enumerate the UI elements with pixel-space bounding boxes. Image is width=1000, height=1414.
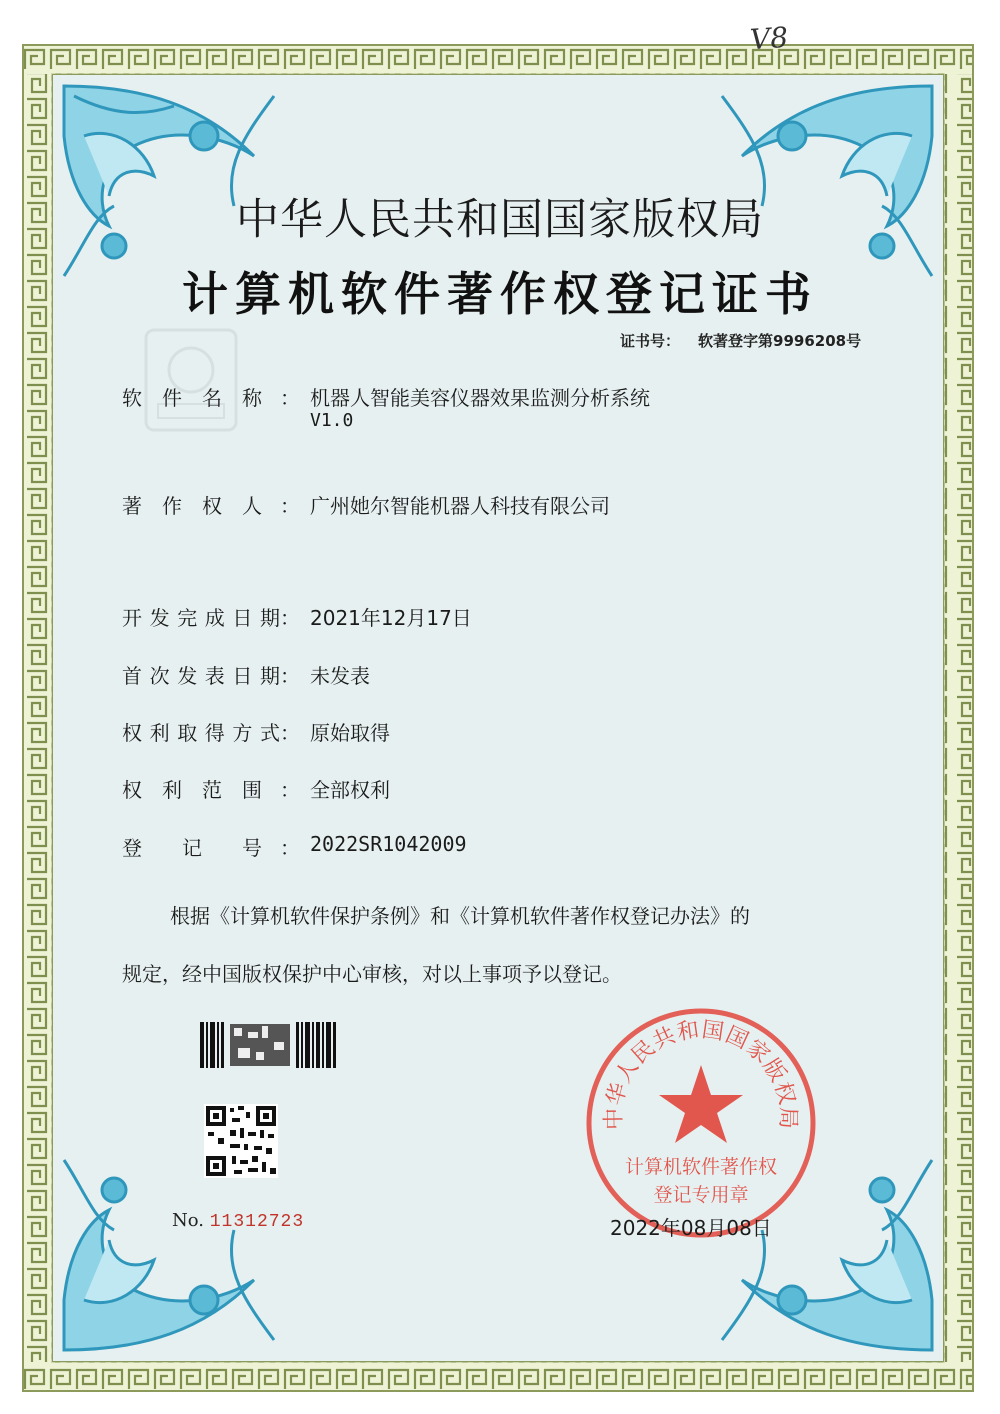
field-label: 权 利 范 围 (122, 778, 262, 802)
field-label: 首 次 发 表 日 期 (122, 664, 280, 688)
certificate-number (620, 330, 879, 351)
serial-number (172, 1210, 304, 1232)
serial-prefix: No. (172, 1210, 204, 1231)
software-name-value: 机器人智能美容仪器效果监测分析系统 (310, 386, 650, 410)
svg-text:登记专用章: 登记专用章 (653, 1184, 749, 1206)
field-label: 软 件 名 称 (122, 386, 262, 410)
official-red-seal (583, 1005, 819, 1241)
field-label: 开 发 完 成 日 期 (122, 606, 280, 630)
handwritten-version-mark: V8 (748, 20, 790, 57)
rights-acquisition-value: 原始取得 (310, 721, 390, 745)
embossed-emblem (136, 320, 246, 440)
svg-text:中华人民共和国国家版权局: 中华人民共和国国家版权局 (601, 1017, 801, 1131)
serial-number-value: 11312723 (209, 1212, 305, 1232)
issue-date: 2022年08月08日 (610, 1216, 772, 1240)
field-label: 著 作 权 人 (122, 494, 262, 518)
statement-line-1: 根据《计算机软件保护条例》和《计算机软件著作权登记办法》的 (170, 904, 750, 928)
first-publish-date-value: 未发表 (310, 664, 370, 688)
dev-complete-date-value: 2021年12月17日 (310, 606, 472, 630)
barcode (200, 1022, 340, 1068)
cert-no-value: 软著登字第9996208号 (698, 332, 862, 350)
qr-code (204, 1104, 278, 1178)
issuer-title: 中华人民共和国国家版权局 (236, 195, 764, 245)
cert-no-label: 证书号： (620, 332, 681, 350)
field-label: 登 记 号 (122, 836, 262, 860)
statement-line-2: 规定，经中国版权保护中心审核，对以上事项予以登记。 (122, 962, 622, 986)
certificate-title: 计算机软件著作权登记证书 (182, 267, 818, 321)
rights-scope-value: 全部权利 (310, 778, 390, 802)
svg-text:计算机软件著作权: 计算机软件著作权 (624, 1156, 778, 1178)
software-version-value: V1.0 (310, 410, 354, 431)
registration-no-value: 2022SR1042009 (310, 832, 467, 856)
copyright-owner-value: 广州她尔智能机器人科技有限公司 (310, 494, 610, 518)
field-label: 权 利 取 得 方 式 (122, 721, 280, 745)
